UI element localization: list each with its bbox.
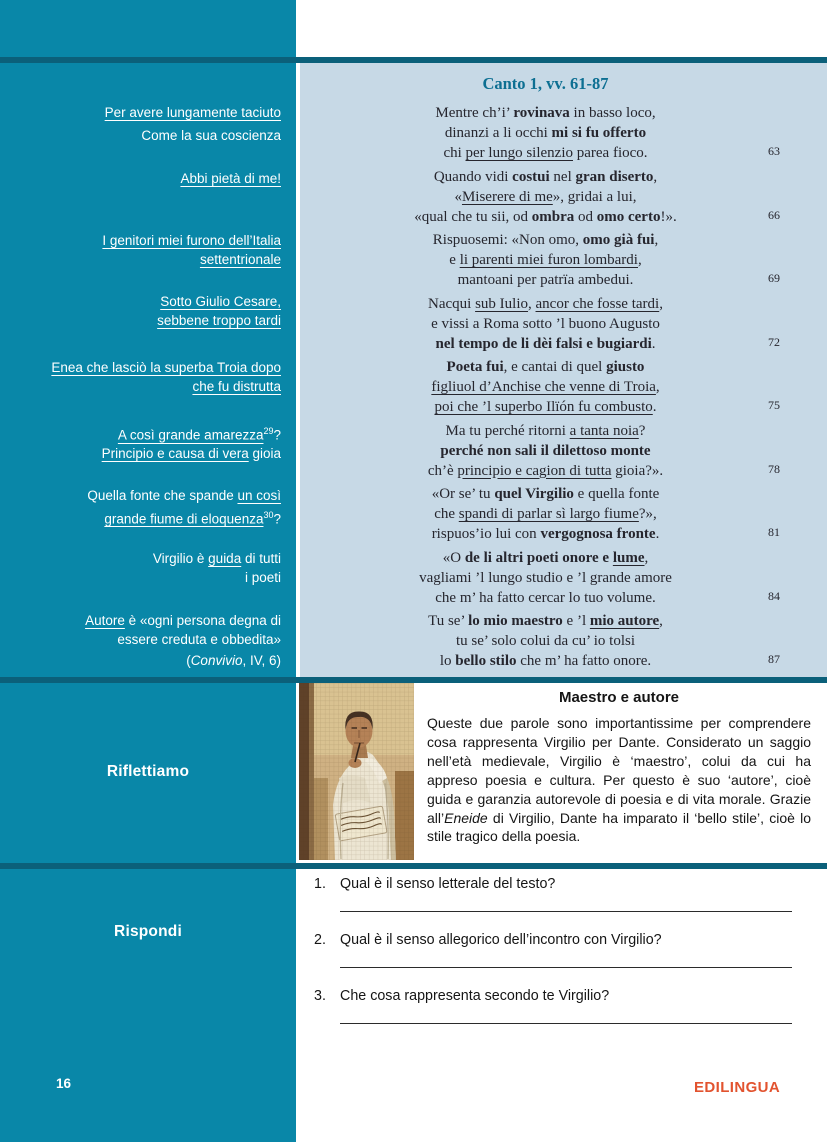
verse-line: Mentre ch’i’ rovinava in basso loco,: [435, 105, 656, 121]
margin-note: Principio e causa di vera gioia: [101, 446, 281, 461]
verse-number: 87: [768, 652, 780, 666]
verse-number: 69: [768, 271, 780, 285]
margin-note: Autore è «ogni persona degna di essere creduta e obbedita»: [85, 613, 281, 647]
poem-section: [300, 63, 827, 677]
sidebar-label-rispondi: Rispondi: [114, 923, 182, 940]
question-text: Che cosa rappresenta secondo te Virgilio?: [340, 988, 610, 1004]
maestro-paragraph: Queste due parole sono importantissime per comprendere cosa rappresenta Virgilio per Dante. Considerato un saggio nell’età medievale, Virgilio è ‘maestro’, colui da cui ha appreso poesia e cultura. Per questo è suo ‘autore’, cioè guida e garanzia autorevole di poesia e di vita morale. Grazie all’Eneide di Virgilio, Dante ha imparato il ‘bello stile’, cioè lo stile tragico della poesia.: [427, 715, 811, 845]
tercet: [300, 484, 791, 544]
question-number: 3.: [314, 988, 326, 1004]
margin-note: Virgilio è guida di tutti i poeti: [152, 551, 281, 585]
section-divider: [0, 677, 827, 683]
margin-note: Enea che lasciò la superba Troia dopo che fu distrutta: [51, 360, 281, 394]
verse-number: 84: [768, 588, 780, 603]
answer-line: [340, 1023, 792, 1024]
tercet: [300, 294, 791, 354]
verse-line: e vissi a Roma sotto ’l buono Augusto: [431, 315, 660, 332]
verse-line: «Or se’ tu quel Virgilio e quella fonte: [431, 486, 660, 502]
verse-line: vagliami ’l lungo studio e ’l grande amore: [419, 569, 672, 586]
verse-line: rispuos’io lui con vergognosa fronte.: [431, 526, 660, 542]
verse-line: «qual che tu sii, od ombra od omo certo!».: [414, 208, 677, 225]
page-number: 16: [56, 1076, 72, 1091]
verse-number: 81: [768, 525, 780, 539]
tercet: [300, 611, 791, 671]
verse-line: «Miserere di me», gridai a lui,: [454, 188, 637, 205]
verse-line: e li parenti miei furon lombardi,: [449, 252, 642, 268]
verse-line: Ma tu perché ritorni a tanta noia?: [445, 422, 646, 439]
verse-number: 66: [768, 207, 780, 222]
verse-line: Poeta fui, e cantai di quel giusto: [446, 359, 645, 375]
verse-line: Nacqui sub Iulio, ancor che fosse tardi,: [428, 295, 663, 312]
margin-note: Quella fonte che spande un così grande fiume di eloquenza$^{30}$?: [87, 488, 281, 526]
sidebar-label-riflettiamo: Riflettiamo: [106, 763, 190, 780]
section-divider: [0, 863, 827, 869]
header-band: [0, 0, 296, 57]
verse-line: nel tempo de li dèi falsi e bugiardi.: [435, 335, 656, 352]
answer-line: [340, 911, 792, 912]
question-item: [314, 876, 792, 892]
margin-note: Sotto Giulio Cesare, sebbene troppo tardi: [157, 294, 281, 328]
verse-line: poi che ’l superbo Ilïón fu combusto.: [434, 399, 657, 415]
questions-section: [300, 872, 827, 1052]
answer-line: [340, 967, 792, 968]
margin-note: (Convivio, IV, 6): [186, 653, 281, 668]
question-text: Qual è il senso allegorico dell’incontro con Virgilio?: [340, 932, 662, 948]
virgil-mosaic-image: [299, 683, 414, 860]
question-number: 1.: [314, 876, 326, 892]
verse-line: figliuol d’Anchise che venne di Troia,: [431, 379, 660, 395]
verse-line: Quando vidi costui nel gran diserto,: [433, 168, 658, 185]
margin-note: Come la sua coscienza: [141, 128, 281, 143]
tercet: [300, 421, 791, 481]
maestro-box: [299, 683, 827, 863]
verse-number: 63: [768, 144, 780, 158]
verse-line: che spandi di parlar sì largo fiume?»,: [434, 506, 657, 522]
verse-number: 75: [768, 398, 780, 412]
maestro-heading: Maestro e autore: [558, 689, 680, 706]
question-item: [314, 988, 792, 1004]
verse-line: perché non sali il dilettoso monte: [440, 442, 651, 459]
question-number: 2.: [314, 932, 326, 948]
tercet: [300, 548, 791, 608]
verse-line: dinanzi a li occhi mi si fu offerto: [444, 125, 647, 141]
sidebar: [0, 63, 296, 1142]
margin-note: I genitori miei furono dell’Italia settentrionale: [102, 233, 281, 267]
poem-body: [300, 103, 791, 671]
tercet: [300, 167, 791, 227]
question-text: Qual è il senso letterale del testo?: [340, 876, 556, 892]
verse-line: lo bello stilo che m’ ha fatto onore.: [439, 653, 652, 669]
verse-line: «O de li altri poeti onore e lume,: [442, 549, 649, 566]
question-item: [314, 932, 792, 948]
margin-note: Per avere lungamente taciuto: [104, 105, 281, 120]
poem-title: Canto 1, vv. 61-87: [482, 74, 609, 93]
section-divider: [0, 57, 827, 63]
verse-line: chi per lungo silenzio parea fioco.: [443, 145, 648, 161]
publisher-logo: EDILINGUA: [694, 1079, 781, 1096]
margin-note: A così grande amarezza$^{29}$?: [117, 426, 281, 443]
tercet: [300, 357, 791, 417]
verse-line: mantoani per patrïa ambedui.: [457, 272, 634, 288]
tercet: [300, 103, 791, 163]
verse-line: che m’ ha fatto cercar lo tuo volume.: [435, 589, 656, 606]
verse-line: ch’è principio e cagion di tutta gioia?».: [427, 462, 664, 479]
verse-line: Tu se’ lo mio maestro e ’l mio autore,: [428, 613, 663, 629]
verse-line: tu se’ solo colui da cu’ io tolsi: [456, 633, 635, 649]
margin-note: Abbi pietà di me!: [180, 171, 281, 186]
verse-number: 72: [768, 334, 780, 349]
verse-number: 78: [768, 461, 780, 476]
verse-line: Rispuosemi: «Non omo, omo già fui,: [432, 232, 659, 248]
tercet: [300, 230, 791, 290]
